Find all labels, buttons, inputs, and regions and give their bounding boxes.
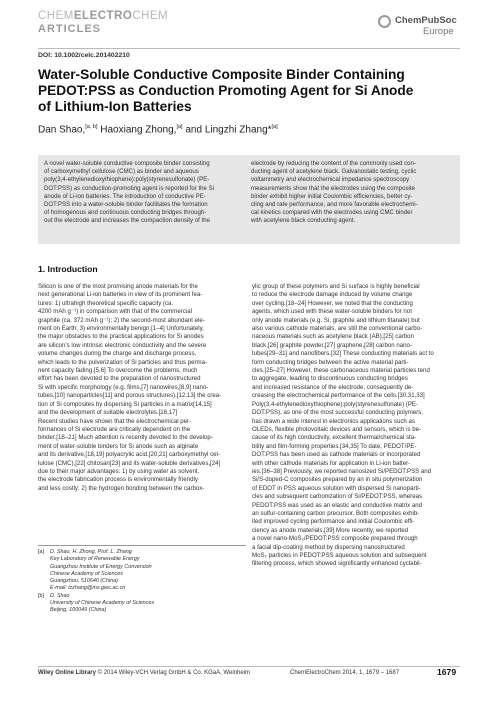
body-line: nent capacity fading.[5,6] To overcome the problems, much	[38, 367, 198, 375]
title-line: of Lithium-Ion Batteries	[38, 98, 192, 114]
footnote-text	[50, 549, 152, 593]
body-line: to aggregate, leading to discontinuous conducting bridges	[252, 375, 408, 383]
title-line: PEDOT:PSS as Conduction Promoting Agent for Si Anode	[38, 82, 414, 98]
body-line: DOT:PSS), as one of the most successful conducting polymers,	[252, 409, 424, 417]
body-line: Si/S-doped-C composites prepared by an in situ polymerization	[252, 476, 423, 484]
publisher-circle-icon	[378, 15, 391, 28]
abstract-line: voltammetry and electrochemical impedance spectroscopy	[251, 176, 410, 184]
body-line: binder.[18–21] Much attention is recently devoted to the develop-	[38, 434, 213, 442]
body-line: over cycling.[18–24] However, we noted that the conducting	[252, 299, 413, 307]
abstract-line: poly(3,4-ethylenedioxythiophene):poly(styrenesulfonate) (PE-	[44, 176, 210, 184]
body-line: ited improved cycling performance and initial Coulombic effi-	[252, 518, 415, 526]
body-line: of EDOT in PSS aqueous solution with dispersed Si nanoparti-	[252, 484, 421, 492]
body-line: and the development of suitable electrolytes.[16,17]	[38, 409, 178, 417]
footnote-text	[50, 593, 154, 615]
footer-library: Wiley Online Library	[38, 670, 96, 676]
abstract-right	[251, 160, 451, 226]
abstract-line: electrode by reducing the content of the commonly used con-	[251, 160, 416, 167]
body-line: agents, which used with these water-soluble binders for not	[252, 308, 412, 316]
body-line: form conducting bridges between the active material parti-	[252, 358, 409, 366]
body-line: ylic group of these polymers and Si surface is highly beneficial	[252, 283, 420, 290]
footnote-line: Beijing, 100049 (China)	[50, 607, 107, 614]
publisher-logo	[378, 12, 464, 40]
body-line: graphite (ca. 372 mAh g⁻¹); 2) the second-most abundant ele-	[38, 316, 205, 324]
body-line: Recent studies have shown that the electrochemical per-	[38, 417, 192, 425]
body-line: and less costly; 2) the hydrogen bonding between the carbox-	[38, 484, 205, 492]
body-line: ment on Earth; 3) environmentally benign.[1–4] Unfortunately,	[38, 325, 204, 333]
section-heading: 1. Introduction	[38, 264, 98, 274]
author-name: Haoxiang Zhong,	[97, 124, 177, 136]
abstract-line: binder exhibit higher initial Coulombic efficiencies, better cy-	[251, 192, 413, 200]
body-line: filtering process, which showed significantly enhanced cyclabil-	[252, 560, 422, 568]
footer-left	[38, 670, 250, 676]
footnote-line: D. Shao, H. Zhong, Prof. L. Zhang	[50, 549, 132, 555]
body-column-left	[38, 283, 246, 493]
abstract-line: A novel water-soluble conductive composite binder consisting	[44, 160, 210, 167]
body-line: MoS₂ particles in PEDOT:PSS aqueous solution and subsequent	[252, 552, 427, 559]
body-line: DOT:PSS has been used as cathode materials or incorporated	[252, 451, 421, 459]
abstract-left	[44, 160, 244, 226]
body-line: tion of Si composites by dispersing Si particles in a matrix[14,15]	[38, 400, 212, 408]
author-name: Dan Shao,	[38, 124, 86, 136]
doi: DOI: 10.1002/celc.201402210	[38, 52, 130, 59]
body-line: a novel nano-MoS₂/PEDOT:PSS composite prepared through	[252, 535, 418, 543]
abstract-line: cal kinetics compared with the electrodes using CMC binder	[251, 209, 413, 217]
body-line: lulose (CMC),[22] chitosan[23] and its water-soluble derivatives,[24]	[38, 459, 221, 467]
body-column-right	[252, 283, 460, 569]
footnote-entry	[38, 549, 246, 593]
footnote-line: Guangzhou, 510640 (China)	[50, 578, 119, 585]
title-line: Water-Soluble Conductive Composite Binder Containing	[38, 67, 405, 82]
body-line: cles and subsequent carbonization of Si/PEDOT:PSS, whereas	[252, 493, 423, 501]
author-name: and Lingzhi Zhang*	[182, 124, 272, 136]
journal-name: CHEMELECTROCHEM	[38, 10, 169, 22]
body-line: PEDOT:PSS was used as an elastic and conductive matrix and	[252, 501, 423, 509]
body-line: black,[26] graphite powder,[27] graphene,[28] carbon nano-	[252, 341, 412, 349]
body-line: which leads to the pulverization of Si particles and thus perma-	[38, 358, 208, 366]
authors	[38, 124, 278, 135]
body-line: formances of Si electrode are critically dependent on the	[38, 425, 191, 433]
body-line: volume changes during the charge and discharge process,	[38, 350, 197, 358]
body-line: an sulfur-containing carbon precursor. Both composites exhib-	[252, 509, 420, 517]
abstract-line: of homogenous and continuous conducting bridges through-	[44, 209, 207, 217]
body-line: and increased resistance of the electrode, consequently de-	[252, 383, 414, 391]
body-line: ies.[36–38] Previously, we reported nanosized Si/PEDOT:PSS and	[252, 467, 432, 475]
abstract-line: of carboxymethyl cellulose (CMC) as binder and aqueous	[44, 168, 199, 176]
abstract-line: DOT:PSS) as conduction-promoting agent is reported for the Si	[44, 184, 215, 192]
body-line: due to their major advantages: 1) by using water as solvent,	[38, 467, 200, 475]
footnote-line: Key Laboratory of Renewable Energy	[50, 556, 140, 563]
author-affil: [a]	[271, 124, 278, 130]
body-line: the major obstacles to the practical applications for Si anodes	[38, 333, 204, 341]
footnote-line: Guangzhou Institute of Energy Conversion	[50, 563, 152, 570]
body-line: also various cathode materials, are still the conventional carbo-	[252, 325, 423, 333]
footnote-entry	[38, 593, 246, 615]
abstract-line: DOT:PSS into a water-soluble binder facilitates the formation	[44, 201, 208, 209]
body-line: Silicon is one of the most promising anode materials for the	[38, 283, 198, 290]
abstract-box	[38, 155, 460, 244]
body-line: and its derivative,[18,19] polyacrylic acid,[20,21] carboxymethyl cel-	[38, 451, 220, 459]
body-line: tubes,[10] nanoparticles[11] and porous structures),[12,13] the crea-	[38, 392, 222, 400]
publisher-name: ChemPubSoc	[395, 15, 457, 26]
footnote-line: E-mail: lzzhang@ms.giec.ac.cn	[50, 585, 126, 592]
body-line: bility and film-forming properties.[34,35] To date, PEDOT/PE-	[252, 442, 417, 450]
footnote-line: University of Chinese Academy of Sciences	[50, 600, 155, 607]
footnote-rule	[38, 545, 246, 546]
abstract-line: cling and rate performance, and more favorable electrochemi-	[251, 201, 418, 209]
footnotes	[38, 549, 246, 615]
abstract-line: anode of Li-ion batteries. The introduction of conductive PE-	[44, 192, 206, 200]
body-line: the electrode fabrication process is environmentally friendly	[38, 476, 198, 484]
footnote-label: [a]	[38, 549, 44, 555]
body-line: OLEDs, flexible photovoltaic devices and sensors, which is be-	[252, 425, 422, 433]
section-label: ARTICLES	[38, 23, 101, 35]
body-line: tures: 1) ultrahigh theoretical specific capacity (ca.	[38, 299, 174, 307]
abstract-line: ducting agent of acetylene black. Galvanostatic testing, cyclic	[251, 168, 417, 176]
body-line: a facial dip-coating method by dispersing nanostructured	[252, 543, 405, 551]
publisher-sub: Europe	[423, 26, 454, 37]
body-line: Poly(3,4-ethylenedioxythiophene):poly(styrenesulfonate) (PE-	[252, 400, 418, 408]
body-line: 4200 mAh g⁻¹) in comparison with that of the commercial	[38, 308, 192, 316]
body-line: Si with specific morphology (e.g. films,[7] nanowires,[8,9] nano-	[38, 383, 209, 391]
abstract-line: with acetylene black conducting agent.	[251, 217, 356, 225]
body-line: to reduce the electrode damage induced by volume change	[252, 291, 413, 299]
body-line: creasing the electrochemical performance of the cells.[30,31,33]	[252, 392, 425, 400]
abstract-line: out the electrode and increases the compaction density of the	[44, 217, 210, 225]
body-line: only anode materials (e.g. Si, graphite and lithium titanate) but	[252, 316, 420, 324]
body-line: next generational Li-ion batteries in view of its prominent fea-	[38, 291, 203, 299]
footer-rule	[38, 666, 460, 667]
body-line: has drawn a wide interest in electronics applications such as	[252, 417, 415, 425]
abstract-line: measurements show that the electrodes using the composite	[251, 184, 415, 192]
body-line: ciency as anode materials.[39] More recently, we reported	[252, 526, 409, 534]
body-line: cles.[25–27] However, these carbonaceous material particles tend	[252, 367, 430, 375]
footer-citation: ChemElectroChem 2014, 1, 1679 – 1687	[290, 670, 400, 676]
author-affil: [a, b]	[85, 124, 98, 130]
footer-copyright: © 2014 Wiley-VCH Verlag GmbH & Co. KGaA, Weinheim	[95, 670, 250, 676]
article-title	[38, 67, 458, 114]
footnote-line: Chinese Academy of Sciences	[50, 570, 123, 577]
body-line: ment of water-soluble binders for Si anode such as alginate	[38, 442, 199, 450]
body-line: cause of its high conductivity, excellent thermal/chemical sta-	[252, 434, 417, 442]
body-line: are silicon’s low intrinsic electronic conductivity and the severe	[38, 341, 207, 349]
body-line: with other cathode materials for application in Li-ion batter-	[252, 459, 411, 467]
header-rule	[38, 48, 460, 49]
author-affil: [a]	[176, 124, 183, 130]
footnote-label: [b]	[38, 592, 44, 599]
footnote-line: D. Shao	[50, 592, 70, 599]
body-line: effort has been devoted to the preparation of nanostructured	[38, 375, 201, 383]
body-line: naceous materials such as acetylene black (AB),[25] carbon	[252, 333, 414, 341]
page-number: 1679	[437, 667, 457, 677]
body-line: tubes[29–31] and nanofibers.[32] These conducting materials act to	[252, 350, 434, 358]
